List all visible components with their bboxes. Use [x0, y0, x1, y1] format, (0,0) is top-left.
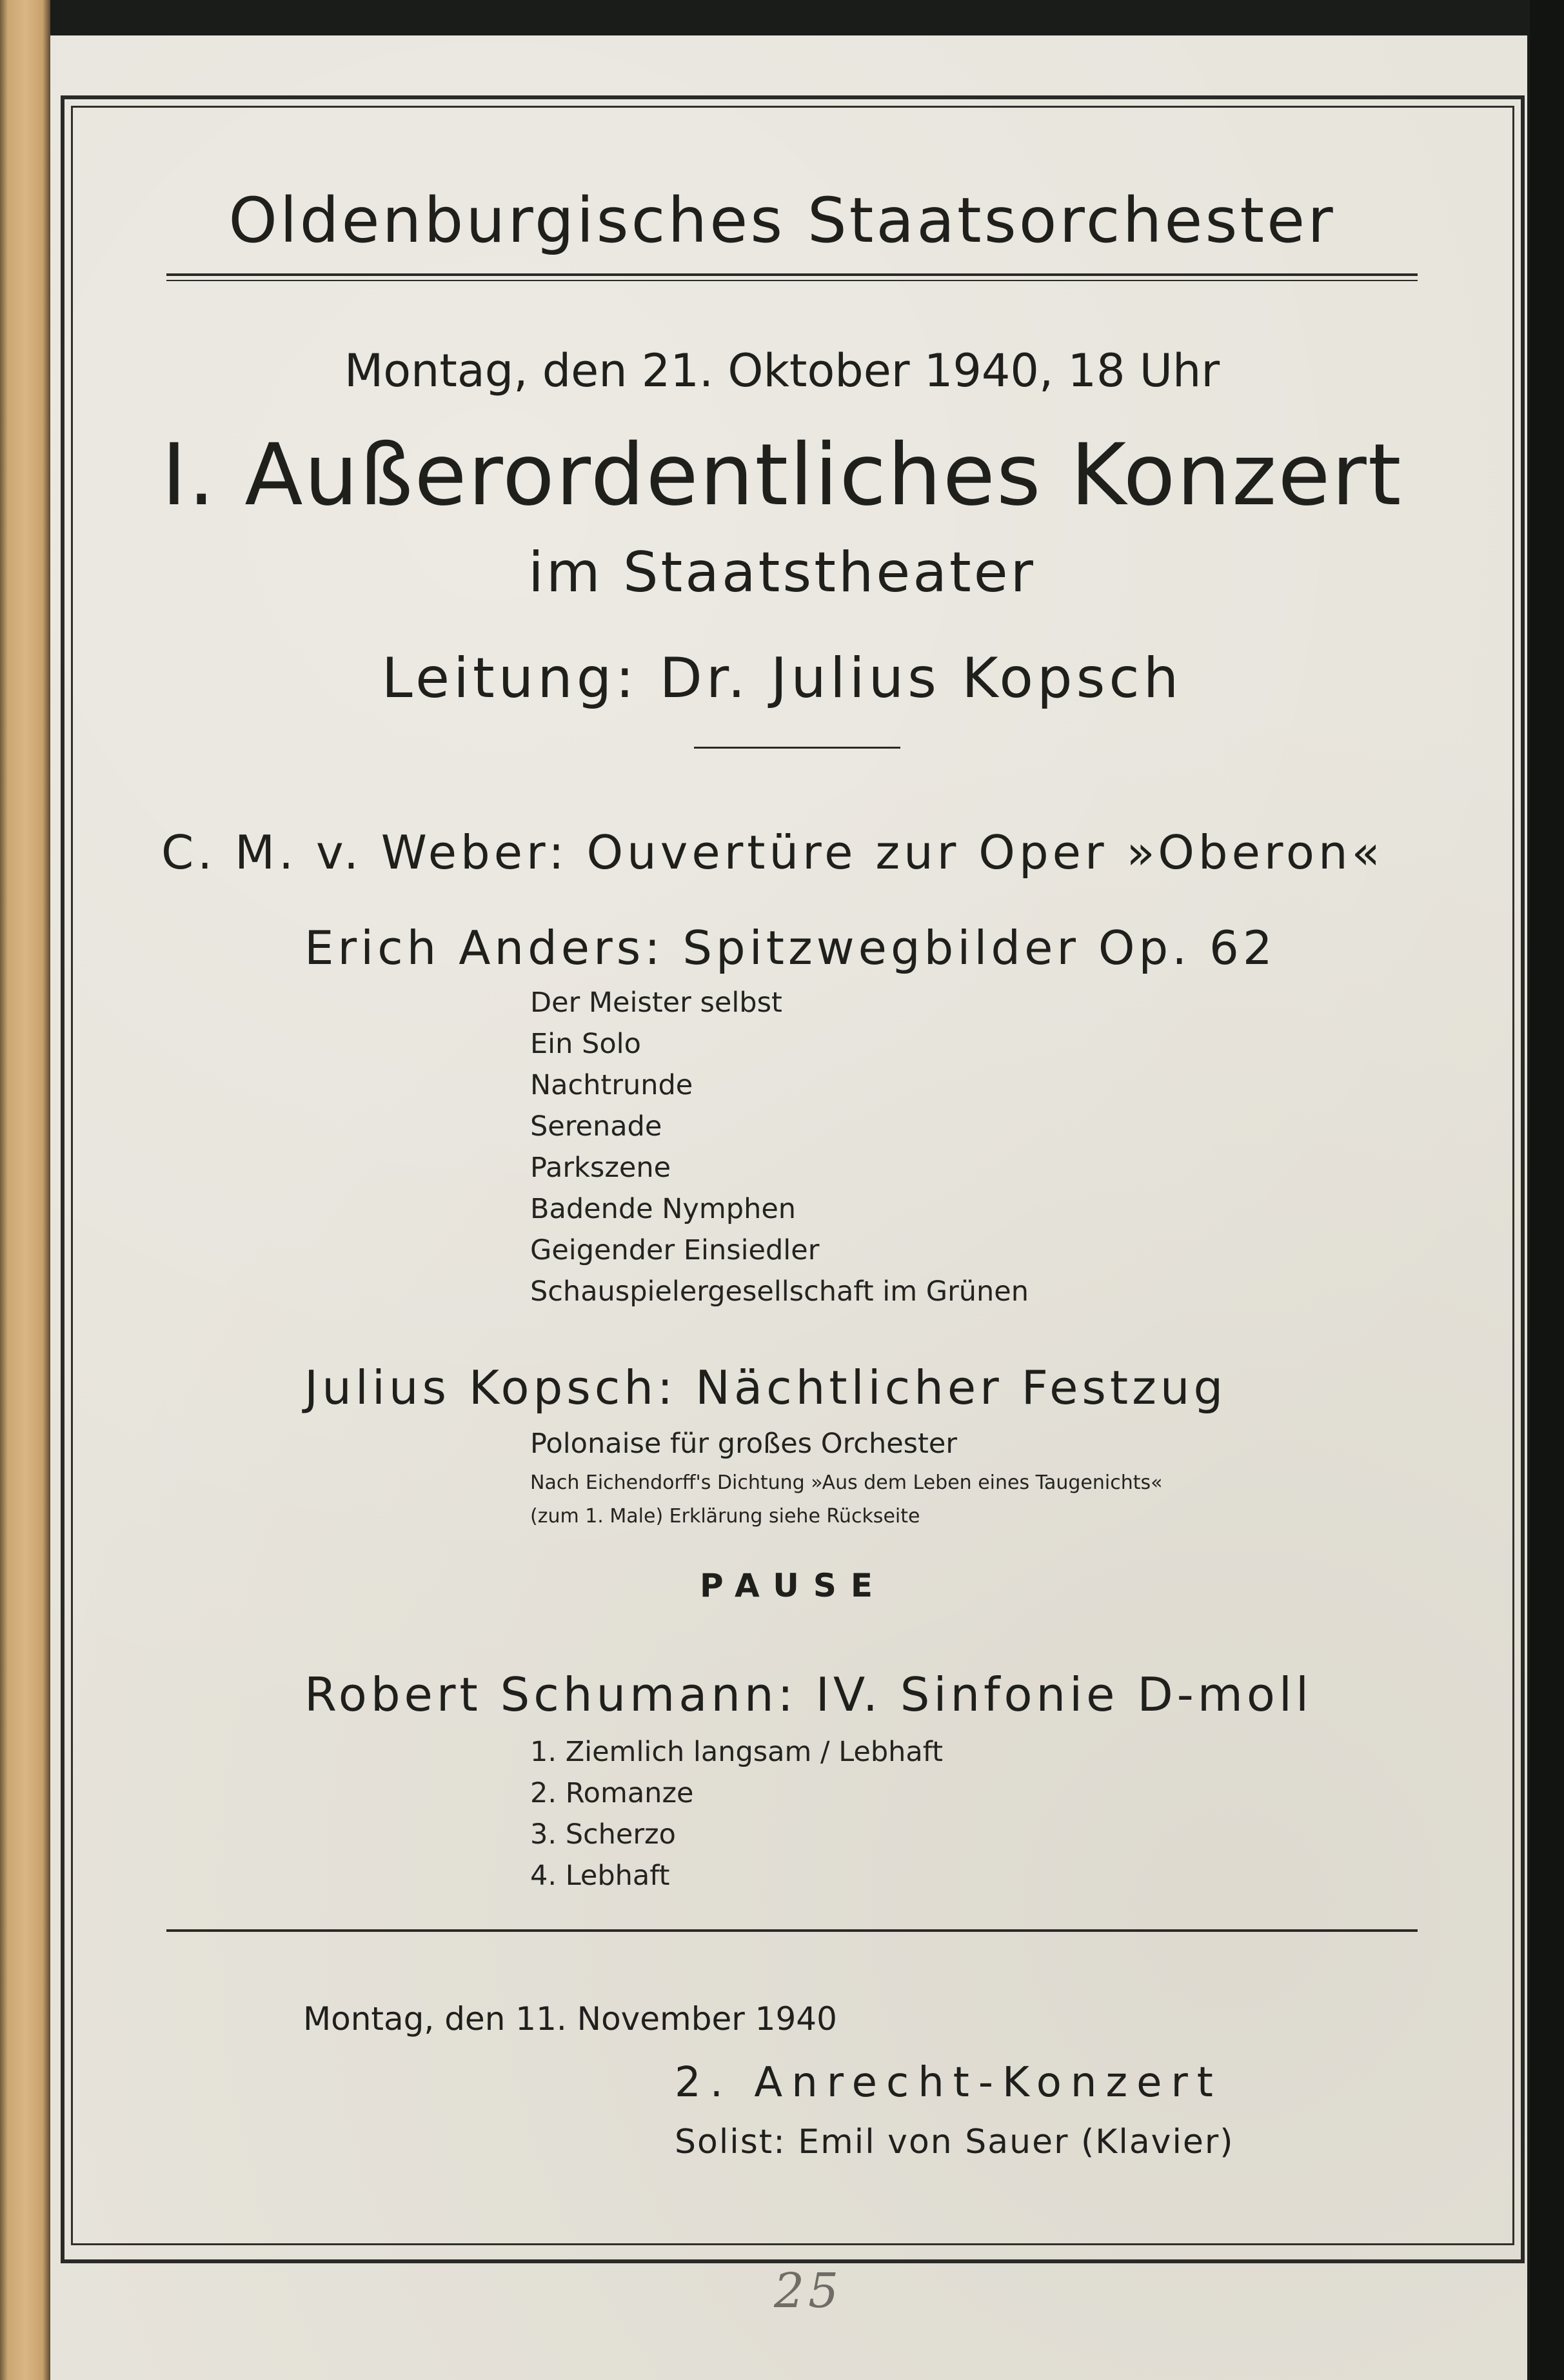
- work-schumann: Robert Schumann: IV. Sinfonie D-moll: [304, 1667, 1312, 1722]
- concert-date: Montag, den 21. Oktober 1940, 18 Uhr: [344, 344, 1220, 397]
- next-event-date: Montag, den 11. November 1940: [303, 2000, 837, 2038]
- movement-item: Parkszene: [530, 1152, 671, 1184]
- work-subtitle: Polonaise für großes Orchester: [530, 1428, 958, 1460]
- next-event-soloist: Solist: Emil von Sauer (Klavier): [675, 2123, 1234, 2161]
- movement-item: 4. Lebhaft: [530, 1860, 670, 1892]
- movement-item: 2. Romanze: [530, 1777, 694, 1809]
- movement-item: 3. Scherzo: [530, 1818, 676, 1851]
- movement-item: Geigender Einsiedler: [530, 1234, 820, 1266]
- conductor: Leitung: Dr. Julius Kopsch: [381, 646, 1183, 711]
- movement-item: Nachtrunde: [530, 1069, 693, 1101]
- venue: im Staatstheater: [528, 540, 1036, 605]
- orchestra-name: Oldenburgisches Staatsorchester: [228, 184, 1336, 257]
- footer-rule: [166, 1929, 1418, 1932]
- work-kopsch: Julius Kopsch: Nächtlicher Festzug: [304, 1361, 1227, 1415]
- movement-item: 1. Ziemlich langsam / Lebhaft: [530, 1736, 944, 1768]
- short-divider: [694, 747, 900, 749]
- header-rule-thick: [166, 273, 1418, 276]
- pause-label: PAUSE: [700, 1567, 887, 1604]
- work-anders: Erich Anders: Spitzwegbilder Op. 62: [304, 921, 1276, 975]
- movement-item: Der Meister selbst: [530, 987, 782, 1019]
- movement-item: Ein Solo: [530, 1028, 641, 1060]
- header-rule-thin: [166, 280, 1418, 281]
- movement-item: Schauspielergesellschaft im Grünen: [530, 1275, 1029, 1308]
- work-note: Nach Eichendorff's Dichtung »Aus dem Leben eines Taugenichts«: [530, 1471, 1163, 1494]
- movement-item: Serenade: [530, 1110, 662, 1143]
- movement-item: Badende Nymphen: [530, 1193, 797, 1225]
- work-weber: C. M. v. Weber: Ouvertüre zur Oper »Oberon«: [161, 825, 1384, 880]
- next-event-title: 2. Anrecht-Konzert: [675, 2059, 1222, 2107]
- handwritten-page-number: 25: [774, 2263, 843, 2319]
- concert-title: I. Außerordentliches Konzert: [161, 426, 1403, 525]
- work-note: (zum 1. Male) Erklärung siehe Rückseite: [530, 1505, 920, 1528]
